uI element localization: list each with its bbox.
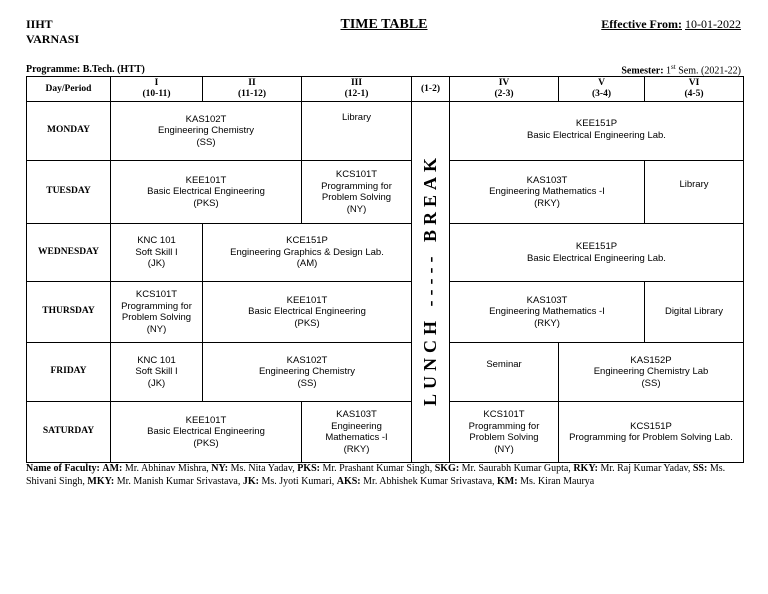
faculty-legend bbox=[26, 462, 746, 488]
period-time: (1-2) bbox=[421, 83, 440, 94]
class-cell bbox=[111, 102, 302, 161]
course-code: KEE151P bbox=[575, 241, 618, 252]
faculty-name: Ms. Jyoti Kumari, bbox=[258, 476, 337, 487]
lunch-break-label: LUNCH ----- BREAK bbox=[419, 153, 440, 407]
class-cell bbox=[111, 161, 302, 224]
faculty-code: RKY: bbox=[573, 463, 598, 474]
row-friday bbox=[27, 343, 744, 402]
course-title: Engineering Chemistry Lab bbox=[593, 366, 709, 378]
course-title: Programming for bbox=[468, 420, 540, 432]
faculty-legend-label: Name of Faculty: bbox=[26, 463, 100, 474]
period-header bbox=[302, 77, 412, 102]
period-time: (11-12) bbox=[238, 89, 266, 99]
period-header bbox=[450, 77, 559, 102]
course-code: KCS101T bbox=[483, 409, 525, 420]
course-title: Engineering Graphics & Design Lab. bbox=[230, 246, 384, 258]
row-wednesday bbox=[27, 224, 744, 282]
faculty-code: SS: bbox=[692, 463, 708, 474]
faculty-code: (JK) bbox=[147, 377, 166, 389]
course-title: Problem Solving bbox=[121, 312, 192, 323]
day-monday: MONDAY bbox=[27, 102, 111, 161]
period-num: VI bbox=[688, 78, 700, 88]
period-header bbox=[645, 77, 744, 102]
semester-label bbox=[621, 63, 741, 76]
effective-from bbox=[601, 17, 741, 32]
period-time: (3-4) bbox=[592, 89, 611, 99]
row-tuesday bbox=[27, 161, 744, 224]
faculty-code: JK: bbox=[242, 476, 259, 487]
course-title: Engineering bbox=[331, 420, 382, 432]
faculty-name: Mr. Abhishek Kumar Srivastava, bbox=[360, 476, 498, 487]
course-title: Basic Electrical Engineering Lab. bbox=[527, 129, 666, 141]
faculty-name: Mr. Saurabh Kumar Gupta, bbox=[459, 463, 574, 474]
course-title: Seminar bbox=[486, 359, 522, 370]
faculty-code: (RKY) bbox=[534, 317, 560, 329]
course-title: Engineering Chemistry bbox=[157, 125, 255, 137]
institute-line1: IIHT bbox=[26, 17, 53, 31]
course-code: KCS101T bbox=[135, 289, 178, 300]
class-cell bbox=[450, 343, 559, 402]
class-cell bbox=[111, 282, 203, 343]
faculty-code: (JK) bbox=[147, 258, 166, 270]
class-cell bbox=[111, 343, 203, 402]
faculty-code: (SS) bbox=[196, 136, 216, 148]
course-code: KCS151P bbox=[630, 420, 672, 432]
faculty-code: (NY) bbox=[494, 443, 514, 455]
class-cell bbox=[450, 402, 559, 463]
institute-line2: VARNASI bbox=[26, 32, 80, 46]
faculty-code: (PKS) bbox=[294, 317, 320, 329]
semester-caption: Semester: bbox=[621, 65, 664, 77]
course-title: Programming for bbox=[121, 300, 192, 312]
course-title: Basic Electrical Engineering bbox=[248, 306, 366, 318]
course-code: KEE101T bbox=[185, 174, 227, 186]
page-title: TIME TABLE bbox=[340, 17, 428, 32]
faculty-code: NY: bbox=[211, 463, 229, 474]
faculty-name: Ms. Shivani Singh, bbox=[26, 463, 726, 487]
timetable bbox=[26, 76, 744, 463]
class-cell bbox=[302, 402, 412, 463]
class-cell bbox=[203, 224, 412, 282]
programme-label: Programme: B.Tech. (HTT) bbox=[26, 64, 145, 75]
course-code: KAS152P bbox=[630, 354, 672, 366]
faculty-code: PKS: bbox=[297, 463, 320, 474]
faculty-code: (NY) bbox=[346, 203, 367, 215]
course-title: Digital Library bbox=[664, 306, 724, 318]
class-cell bbox=[645, 161, 744, 224]
course-title: Library bbox=[679, 179, 709, 190]
faculty-name: Ms. Kiran Maurya bbox=[517, 476, 595, 487]
course-title: Basic Electrical Engineering bbox=[147, 426, 265, 438]
course-title: Engineering Mathematics -I bbox=[489, 306, 605, 318]
faculty-code: (PKS) bbox=[193, 197, 219, 209]
course-code: KEE101T bbox=[185, 414, 227, 426]
semester-rest: Sem. (2021-22) bbox=[675, 65, 741, 77]
course-title: Problem Solving bbox=[469, 432, 539, 443]
course-title: Basic Electrical Engineering bbox=[147, 186, 265, 198]
course-code: KEE101T bbox=[286, 294, 328, 306]
faculty-name: Mr. Raj Kumar Yadav, bbox=[597, 463, 693, 474]
period-num: II bbox=[248, 78, 256, 88]
faculty-code: (PKS) bbox=[193, 437, 219, 449]
row-thursday bbox=[27, 282, 744, 343]
faculty-code: AM: bbox=[102, 463, 123, 474]
faculty-code: (RKY) bbox=[534, 197, 560, 209]
class-cell bbox=[645, 282, 744, 343]
course-title: Basic Electrical Engineering Lab. bbox=[527, 252, 666, 264]
course-title: Soft Skill I bbox=[135, 366, 178, 378]
lunch-break bbox=[412, 102, 450, 463]
effective-label: Effective From: bbox=[601, 17, 682, 31]
course-title: Programming for bbox=[321, 180, 392, 192]
faculty-name: Ms. Nita Yadav, bbox=[228, 463, 298, 474]
course-code: KNC 101 bbox=[137, 235, 176, 247]
faculty-name: Mr. Abhinav Mishra, bbox=[122, 463, 212, 474]
course-code: KAS103T bbox=[526, 174, 568, 186]
day-saturday: SATURDAY bbox=[27, 402, 111, 463]
class-cell bbox=[111, 224, 203, 282]
class-cell bbox=[559, 343, 744, 402]
course-title: Engineering Chemistry bbox=[258, 366, 356, 378]
class-cell bbox=[450, 224, 744, 282]
course-title: Library bbox=[341, 112, 372, 123]
class-cell bbox=[450, 282, 645, 343]
header-row bbox=[27, 77, 744, 102]
day-friday: FRIDAY bbox=[27, 343, 111, 402]
course-title: Problem Solving bbox=[321, 192, 392, 203]
period-time: (4-5) bbox=[684, 89, 704, 99]
day-tuesday: TUESDAY bbox=[27, 161, 111, 224]
class-cell bbox=[203, 343, 412, 402]
faculty-code: (SS) bbox=[641, 377, 661, 389]
course-code: KAS102T bbox=[185, 113, 227, 125]
course-code: KAS103T bbox=[526, 294, 568, 306]
class-cell bbox=[559, 402, 744, 463]
semester-num: 1 bbox=[666, 65, 672, 77]
semester-sup: st bbox=[671, 63, 676, 71]
course-code: KCS101T bbox=[335, 169, 378, 180]
class-cell bbox=[450, 161, 645, 224]
faculty-code: SKG: bbox=[434, 463, 460, 474]
course-title: Engineering Mathematics -I bbox=[489, 186, 605, 198]
class-cell bbox=[302, 102, 412, 161]
faculty-code: (RKY) bbox=[343, 443, 370, 455]
faculty-code: MKY: bbox=[87, 476, 115, 487]
faculty-code: KM: bbox=[497, 476, 518, 487]
class-cell bbox=[111, 402, 302, 463]
period-header bbox=[203, 77, 302, 102]
course-title: Soft Skill I bbox=[135, 246, 178, 258]
class-cell bbox=[203, 282, 412, 343]
period-header bbox=[412, 77, 450, 102]
course-code: KAS103T bbox=[336, 409, 377, 420]
period-time: (2-3) bbox=[494, 89, 514, 99]
faculty-code: (AM) bbox=[296, 258, 318, 270]
effective-date: 10-01-2022 bbox=[685, 17, 741, 31]
course-title: Programming for Problem Solving Lab. bbox=[569, 432, 733, 443]
course-code: KCE151P bbox=[286, 235, 328, 247]
day-wednesday: WEDNESDAY bbox=[27, 224, 111, 282]
period-header bbox=[559, 77, 645, 102]
faculty-code: AKS: bbox=[336, 476, 361, 487]
row-saturday bbox=[27, 402, 744, 463]
class-cell bbox=[450, 102, 744, 161]
period-header bbox=[111, 77, 203, 102]
course-code: KEE151P bbox=[575, 118, 618, 129]
period-time: (10-11) bbox=[142, 89, 171, 99]
day-thursday: THURSDAY bbox=[27, 282, 111, 343]
period-num: V bbox=[598, 78, 605, 88]
faculty-name: Mr. Prashant Kumar Singh, bbox=[319, 463, 435, 474]
class-cell bbox=[302, 161, 412, 224]
course-code: KNC 101 bbox=[137, 354, 176, 366]
period-num: III bbox=[350, 78, 363, 88]
row-monday bbox=[27, 102, 744, 161]
period-num: I bbox=[154, 78, 159, 88]
faculty-name: Mr. Manish Kumar Srivastava, bbox=[114, 476, 243, 487]
period-time: (12-1) bbox=[344, 89, 369, 99]
course-code: KAS102T bbox=[286, 354, 328, 366]
faculty-code: (SS) bbox=[297, 377, 317, 389]
course-title: Mathematics -I bbox=[325, 432, 388, 443]
corner-cell: Day/Period bbox=[27, 77, 111, 102]
period-num: IV bbox=[498, 78, 510, 88]
faculty-code: (NY) bbox=[146, 323, 167, 335]
